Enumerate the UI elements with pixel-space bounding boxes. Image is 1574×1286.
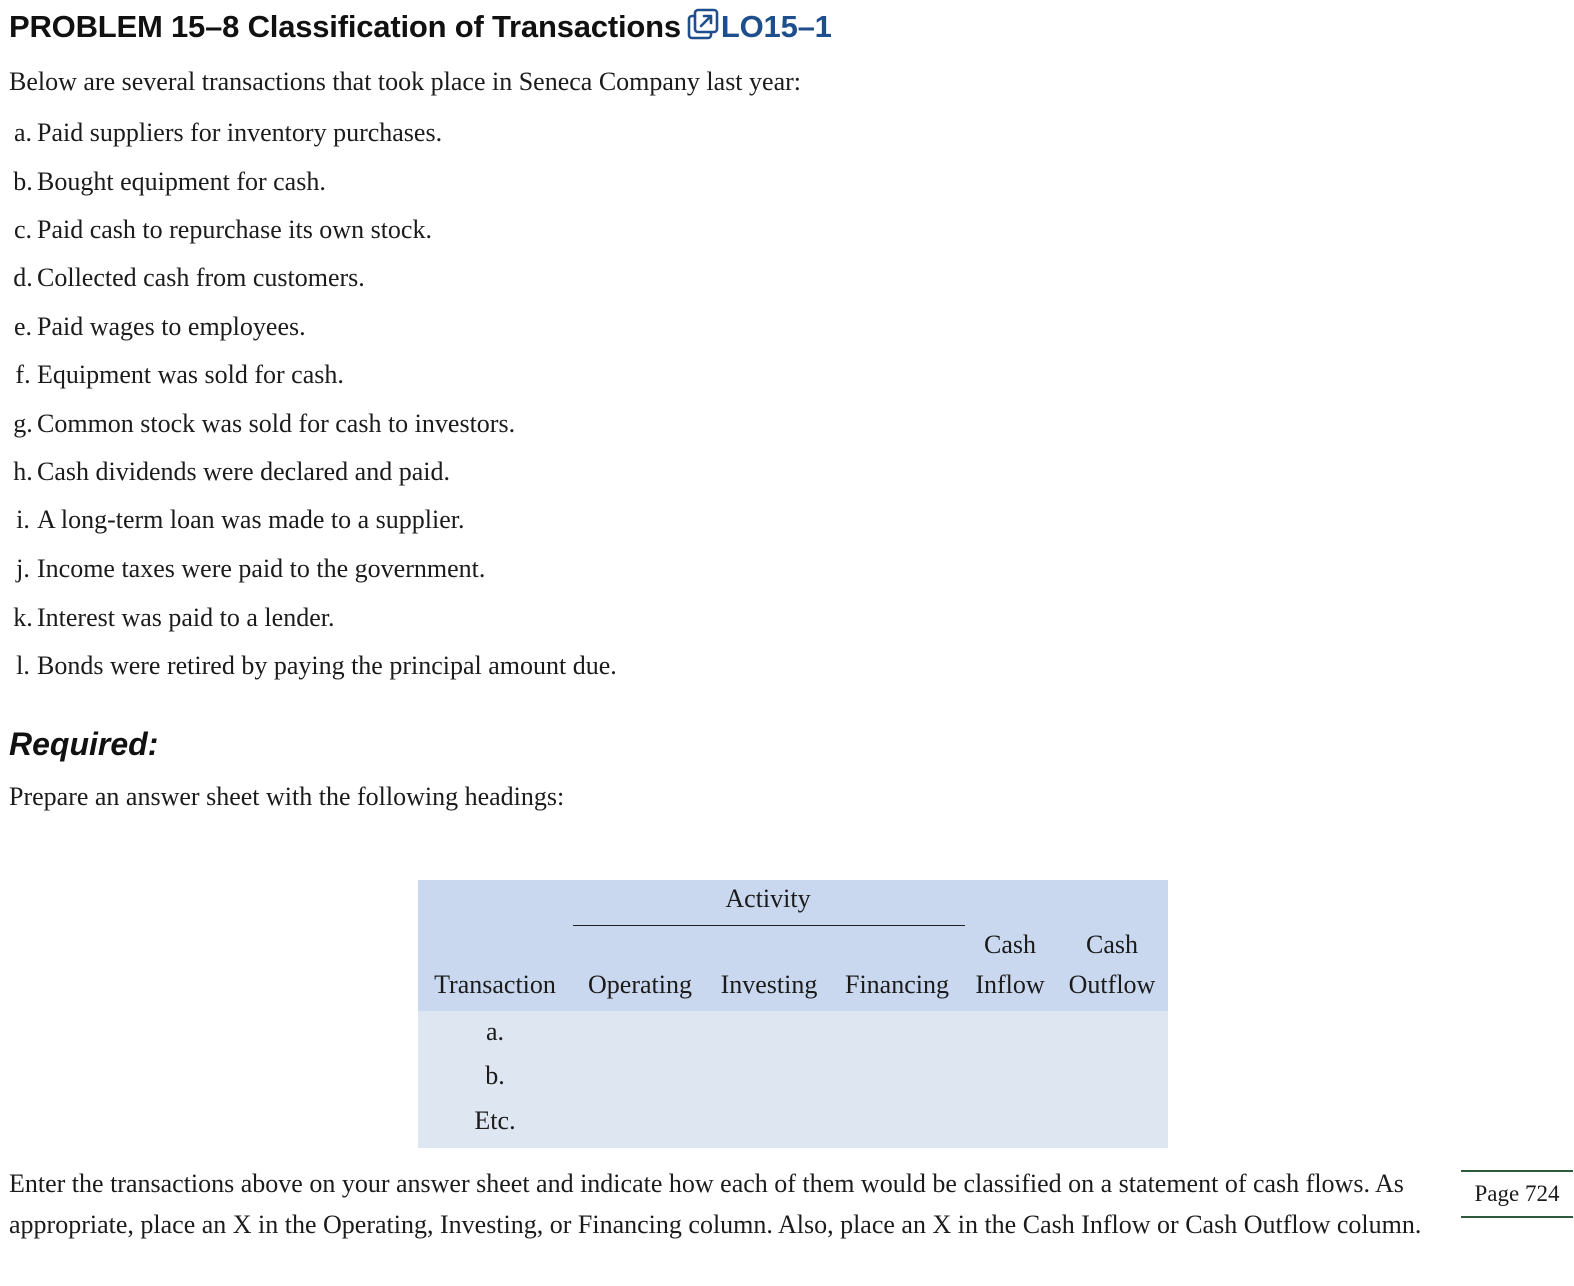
transaction-item-f <box>9 355 344 395</box>
cash-inflow-header-top: Cash <box>984 930 1036 959</box>
transaction-item-b <box>9 162 326 202</box>
transaction-label: d. <box>13 263 33 292</box>
column-header-transaction: Transaction <box>434 970 556 999</box>
transaction-label: g. <box>13 409 33 438</box>
external-link-icon[interactable] <box>687 8 719 51</box>
transaction-text: Paid cash to repurchase its own stock. <box>37 215 432 244</box>
transaction-item-h <box>9 452 450 492</box>
transaction-item-g <box>9 404 515 444</box>
column-header-outflow: Outflow <box>1068 970 1156 999</box>
transaction-label: k. <box>13 603 33 632</box>
transaction-text: Common stock was sold for cash to investors. <box>37 409 516 438</box>
activity-header-rule <box>573 925 965 926</box>
transaction-text: Equipment was sold for cash. <box>37 360 344 389</box>
column-header-operating: Operating <box>588 970 692 999</box>
transaction-label: h. <box>13 457 33 486</box>
column-header-financing: Financing <box>845 970 949 999</box>
transaction-item-l <box>9 646 617 686</box>
activity-group-header: Activity <box>725 884 811 913</box>
transaction-item-k <box>9 598 334 638</box>
learning-objective: LO15–1 <box>720 9 832 44</box>
transaction-item-a <box>9 113 442 153</box>
page-number-marker: Page 724 <box>1461 1170 1573 1218</box>
transaction-label: f. <box>15 360 31 389</box>
transaction-label: l. <box>16 651 30 680</box>
transaction-item-c <box>9 210 432 250</box>
transaction-text: Interest was paid to a lender. <box>37 603 335 632</box>
intro-text: Below are several transactions that took place in Seneca Company last year: <box>9 67 801 96</box>
required-instruction: Prepare an answer sheet with the following headings: <box>9 782 565 811</box>
transaction-text: Paid suppliers for inventory purchases. <box>37 118 443 147</box>
transaction-text: Income taxes were paid to the government. <box>37 554 486 583</box>
problem-title-text: PROBLEM 15–8 Classification of Transactions <box>9 9 681 44</box>
transaction-item-e <box>9 307 306 347</box>
problem-title <box>9 6 832 51</box>
transaction-item-d <box>9 258 365 298</box>
column-header-investing: Investing <box>720 970 818 999</box>
required-heading: Required: <box>9 726 159 762</box>
transaction-text: Paid wages to employees. <box>37 312 306 341</box>
table-row-a: a. <box>485 1017 505 1046</box>
transaction-label: c. <box>13 215 33 244</box>
transaction-text: Bonds were retired by paying the principal amount due. <box>37 651 617 680</box>
transaction-label: i. <box>16 505 30 534</box>
transaction-item-i <box>9 500 464 540</box>
transaction-label: a. <box>13 118 33 147</box>
cash-outflow-header-top: Cash <box>1086 930 1138 959</box>
transaction-item-j <box>9 549 485 589</box>
transaction-label: b. <box>13 167 33 196</box>
transaction-text: Bought equipment for cash. <box>37 167 326 196</box>
transaction-label: e. <box>13 312 33 341</box>
transaction-text: A long-term loan was made to a supplier. <box>37 505 465 534</box>
table-row-b: b. <box>485 1061 505 1090</box>
column-header-inflow: Inflow <box>975 970 1045 999</box>
table-row-etc: Etc. <box>474 1106 516 1135</box>
transaction-label: j. <box>16 554 30 583</box>
footer-instructions: Enter the transactions above on your answer sheet and indicate how each of them would be classified on a statement of cash flows. As appropriate, place an X in the Operating, Investing, or Financing column. Also, place an X in the Cash Inflow or Cash Outflow column. <box>9 1169 1422 1239</box>
answer-sheet-table <box>418 880 1168 1148</box>
transaction-text: Cash dividends were declared and paid. <box>37 457 450 486</box>
transaction-text: Collected cash from customers. <box>37 263 365 292</box>
